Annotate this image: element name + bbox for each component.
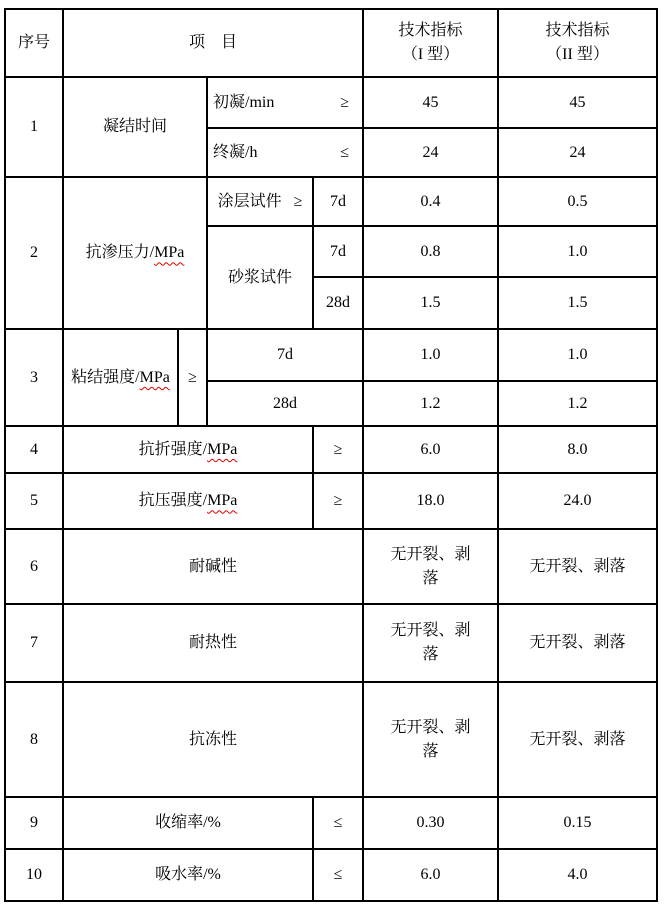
value-type2: 45 [498, 77, 657, 128]
serial-cell-7: 7 [5, 604, 63, 682]
value-type2: 8.0 [498, 426, 657, 473]
age-cell: 7d [313, 226, 363, 277]
header-type1-line2: （I 型） [401, 46, 460, 63]
row-6 [5, 529, 657, 604]
value-type2: 0.5 [498, 177, 657, 226]
value-type2: 1.0 [498, 329, 657, 381]
row-7 [5, 604, 657, 682]
value-type1 [363, 529, 498, 604]
value-type1: 6.0 [363, 426, 498, 473]
header-serial: 序号 [5, 9, 63, 77]
item-cell-10: 吸水率/% [63, 849, 313, 901]
header-type2 [498, 9, 657, 77]
value-type2: 1.0 [498, 226, 657, 277]
item-unit-mpa: MPa [154, 244, 185, 262]
item-cell-4 [63, 426, 313, 473]
serial-cell-3: 3 [5, 329, 63, 426]
ge-operator-cell: ≥ [178, 329, 207, 426]
value-type1: 24 [363, 128, 498, 177]
value-type2: 无开裂、剥落 [498, 604, 657, 682]
ge-operator: ≥ [293, 192, 303, 210]
value-text: 无开裂、剥落 [390, 545, 471, 587]
coating-specimen-cell [207, 177, 313, 226]
value-type1: 18.0 [363, 473, 498, 529]
item-cell-3 [63, 329, 178, 426]
item-cell-7: 耐热性 [63, 604, 363, 682]
value-type2: 无开裂、剥落 [498, 529, 657, 604]
value-type2: 0.15 [498, 797, 657, 849]
value-type1 [363, 682, 498, 797]
row-4 [5, 426, 657, 473]
item-unit-mpa: MPa [207, 440, 238, 458]
value-type1: 1.0 [363, 329, 498, 381]
value-type2: 1.2 [498, 381, 657, 426]
header-type1 [363, 9, 498, 77]
row-5 [5, 473, 657, 529]
header-type2-line2: （II 型） [546, 46, 609, 63]
value-type1: 6.0 [363, 849, 498, 901]
serial-cell-2: 2 [5, 177, 63, 329]
sub-item-label: 初凝/min [213, 93, 275, 111]
sub-item-initial-setting [207, 77, 363, 128]
value-type2: 1.5 [498, 277, 657, 329]
header-row [5, 9, 657, 77]
serial-cell-4: 4 [5, 426, 63, 473]
row-1a [5, 77, 657, 128]
value-type1: 0.30 [363, 797, 498, 849]
value-type1: 1.2 [363, 381, 498, 426]
item-unit-mpa: MPa [207, 492, 238, 510]
item-cell-9: 收缩率/% [63, 797, 313, 849]
serial-cell-6: 6 [5, 529, 63, 604]
ge-operator-cell: ≥ [313, 473, 363, 529]
value-type1: 0.4 [363, 177, 498, 226]
value-type2: 无开裂、剥落 [498, 682, 657, 797]
serial-cell-1: 1 [5, 77, 63, 177]
sub-item-label: 终凝/h [213, 143, 258, 161]
item-unit-mpa: MPa [139, 368, 170, 386]
page [0, 8, 664, 917]
coating-label: 涂层试件 [217, 192, 282, 210]
age-cell: 7d [207, 329, 363, 381]
serial-cell-8: 8 [5, 682, 63, 797]
row-10 [5, 849, 657, 901]
serial-cell-5: 5 [5, 473, 63, 529]
serial-cell-9: 9 [5, 797, 63, 849]
value-type1: 1.5 [363, 277, 498, 329]
sub-item-final-setting [207, 128, 363, 177]
item-cell-6: 耐碱性 [63, 529, 363, 604]
value-type2: 24 [498, 128, 657, 177]
row-8 [5, 682, 657, 797]
value-text: 无开裂、剥落 [390, 622, 471, 663]
item-text: 粘结强度/ [71, 368, 140, 386]
value-type2: 24.0 [498, 473, 657, 529]
header-item: 项 目 [63, 9, 363, 77]
le-operator: ≤ [340, 143, 350, 161]
value-type1 [363, 604, 498, 682]
value-type1: 0.8 [363, 226, 498, 277]
item-cell-5 [63, 473, 313, 529]
row-2a [5, 177, 657, 226]
item-cell-2 [63, 177, 207, 329]
technical-spec-table [4, 8, 658, 902]
row-9 [5, 797, 657, 849]
item-text: 抗渗压力/ [85, 244, 155, 262]
item-text: 抗压强度/ [138, 492, 208, 510]
value-text: 无开裂、剥落 [390, 718, 471, 760]
ge-operator: ≥ [340, 93, 350, 111]
mortar-specimen-cell: 砂浆试件 [207, 226, 313, 329]
age-cell: 28d [313, 277, 363, 329]
item-text: 抗折强度/ [138, 440, 208, 458]
value-type2: 4.0 [498, 849, 657, 901]
le-operator-cell: ≤ [313, 849, 363, 901]
ge-operator-cell: ≥ [313, 426, 363, 473]
row-3a [5, 329, 657, 381]
header-type2-line1: 技术指标 [545, 22, 610, 39]
serial-cell-10: 10 [5, 849, 63, 901]
value-type1: 45 [363, 77, 498, 128]
item-cell-8: 抗冻性 [63, 682, 363, 797]
le-operator-cell: ≤ [313, 797, 363, 849]
age-cell: 7d [313, 177, 363, 226]
header-type1-line1: 技术指标 [398, 22, 463, 39]
age-cell: 28d [207, 381, 363, 426]
item-cell-1: 凝结时间 [63, 77, 207, 177]
